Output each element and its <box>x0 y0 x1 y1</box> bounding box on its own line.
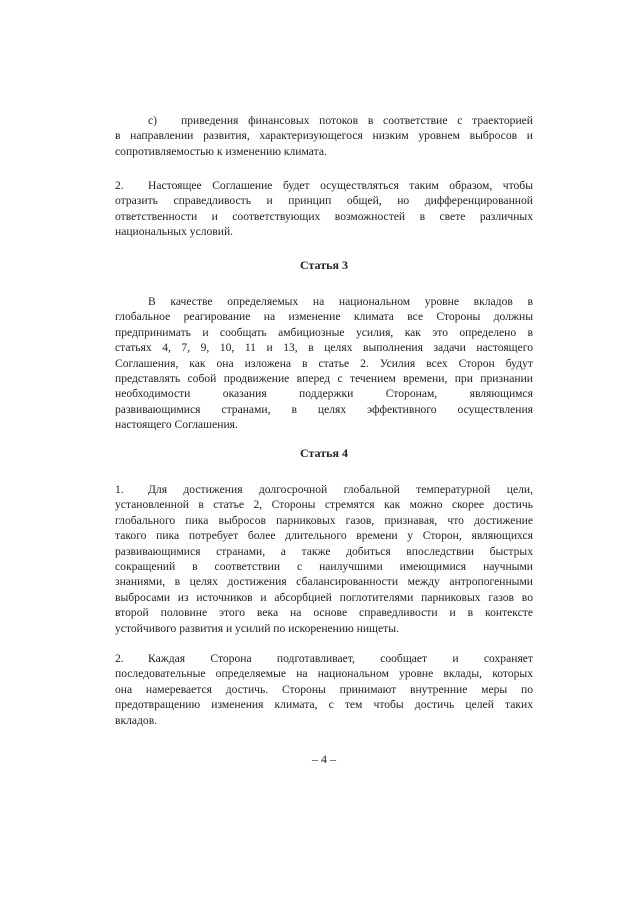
paragraph-line: развивающимися странами, в целях эффективного осуществления <box>115 402 533 416</box>
paragraph-line: устойчивого развития и усилий по искоренению нищеты. <box>115 621 399 635</box>
paragraph-c <box>115 113 533 159</box>
list-marker: 2. <box>115 179 124 192</box>
paragraph-line: национальных условий. <box>115 225 234 239</box>
paragraph-line: 1. Для достижения долгосрочной глобальной температурной цели, <box>115 483 533 496</box>
paragraph-line: настоящего Соглашения. <box>115 418 238 432</box>
paragraph-line: глобальное реагирование на изменение климата все Стороны должны <box>115 310 533 324</box>
paragraph-line: представлять собой продвижение вперед с течением времени, при признании <box>115 372 533 386</box>
paragraph-line: Соглашения, как она изложена в статье 2. Усилия всех Сторон будут <box>115 356 533 370</box>
paragraph-line: такого пика потребует более длительного времени у Сторон, являющихся <box>115 529 533 543</box>
paragraph-line: предпринимать и сообщать амбициозные усилия, как это определено в <box>115 325 533 339</box>
paragraph-line: знаниями, в целях достижения сбалансированности между антропогенными <box>115 575 533 589</box>
paragraph-line: второй половине этого века на основе справедливости и в контексте <box>115 606 533 620</box>
paragraph-line: 2. Настоящее Соглашение будет осуществляться таким образом, чтобы <box>115 179 533 192</box>
article-4-paragraph-2 <box>115 651 533 728</box>
paragraph-line: ответственности и соответствующих возможностей в свете различных <box>115 209 533 223</box>
list-marker: 2. <box>115 652 124 665</box>
paragraph-line: предотвращению изменения климата, с тем чтобы достичь целей таких <box>115 698 533 712</box>
paragraph-line: отразить справедливость и принцип общей, но дифференцированной <box>115 194 533 208</box>
article-4-heading: Статья 4 <box>300 446 348 460</box>
paragraph-line: необходимости оказания поддержки Сторонам, являющимся <box>115 387 533 401</box>
page-number: – 4 – <box>312 752 336 766</box>
paragraph-line: вкладов. <box>115 713 158 727</box>
paragraph-line: установленной в статье 2, Стороны стремятся как можно скорее достичь <box>115 498 533 512</box>
paragraph-line: сопротивляемостью к изменению климата. <box>115 144 327 158</box>
paragraph-line: последовательные определяемые на национальном уровне вклады, которых <box>115 667 533 681</box>
paragraph-line: в направлении развития, характеризующегося низким уровнем выбросов и <box>115 129 533 143</box>
paragraph-line: 2. Каждая Сторона подготавливает, сообщает и сохраняет <box>115 652 533 665</box>
paragraph-line: она намеревается достичь. Стороны принимают внутренние меры по <box>115 682 533 696</box>
paragraph-line: развивающимися странами, а также добиться впоследствии быстрых <box>115 544 533 558</box>
list-marker: 1. <box>115 483 124 496</box>
paragraph-line: статьях 4, 7, 9, 10, 11 и 13, в целях выполнения задачи настоящего <box>115 341 533 355</box>
paragraph-line: глобального пика выбросов парниковых газов, признавая, что достижение <box>115 513 533 527</box>
article-4-paragraph-1 <box>115 482 533 636</box>
paragraph-line: c) приведения финансовых потоков в соответствие с траекторией <box>148 114 533 127</box>
paragraph-line: сокращений в соответствии с наилучшими имеющимися научными <box>115 560 533 574</box>
article-3-body <box>115 294 533 433</box>
paragraph-2 <box>115 178 533 240</box>
list-marker: c) <box>148 114 158 127</box>
paragraph-line: выбросами из источников и абсорбцией поглотителями парниковых газов во <box>115 590 533 604</box>
paragraph-line: В качестве определяемых на национальном уровне вкладов в <box>148 295 533 308</box>
article-3-heading: Статья 3 <box>300 258 348 272</box>
